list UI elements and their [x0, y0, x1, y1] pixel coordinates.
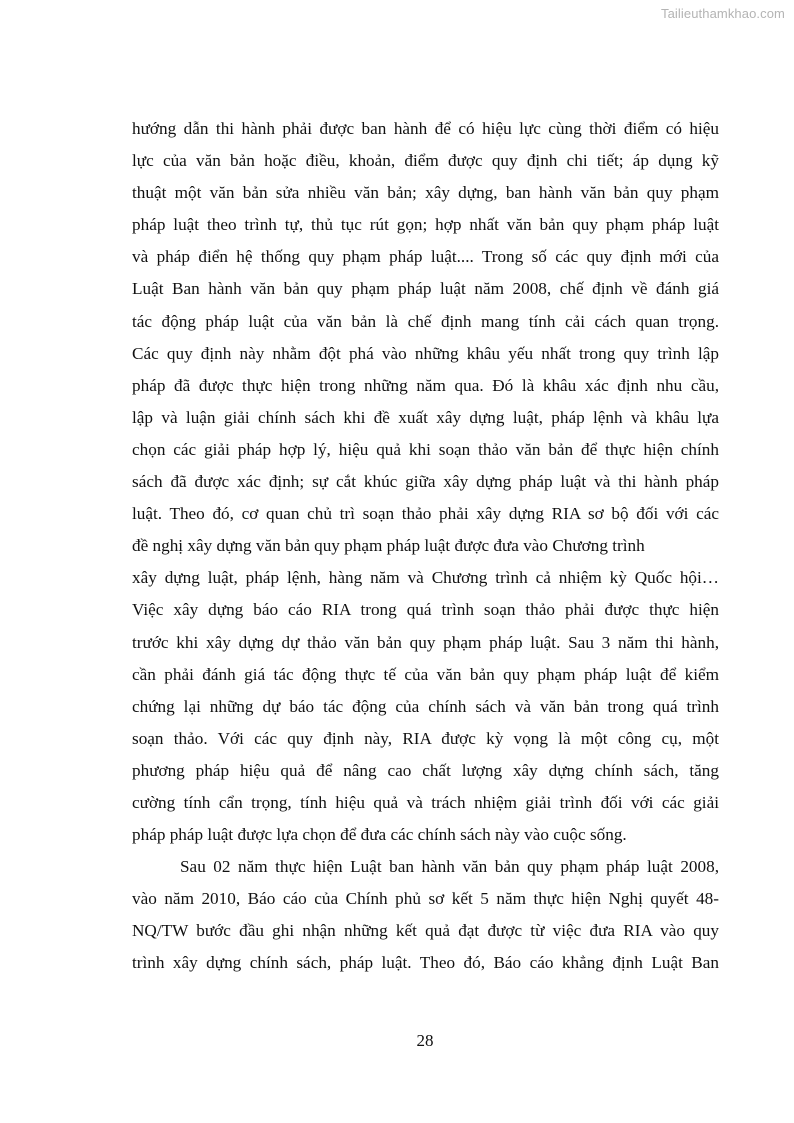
text-line: hướng dẫn thi hành phải được ban hành để có hiệu lực cùng thời điểm có hiệu — [132, 119, 719, 138]
text-line: tác động pháp luật của văn bản là chế định mang tính cải cách quan trọng. — [132, 311, 719, 331]
paragraph-2 — [132, 851, 719, 979]
text-line: pháp đã được thực hiện trong những năm qua. Đó là khâu xác định nhu cầu, — [132, 375, 719, 395]
text-line: pháp pháp luật được lựa chọn để đưa các chính sách này vào cuộc sống. — [132, 825, 627, 845]
text-line: lực của văn bản hoặc điều, khoản, điểm được quy định chi tiết; áp dụng kỹ — [132, 151, 719, 171]
text-line: xây dựng luật, pháp lệnh, hàng năm và Chương trình cả nhiệm kỳ Quốc hội… — [132, 568, 719, 588]
text-line: lập và luận giải chính sách khi đề xuất xây dựng luật, pháp lệnh và khâu lựa — [132, 407, 719, 427]
text-line: soạn thảo. Với các quy định này, RIA được kỳ vọng là một công cụ, một — [132, 728, 719, 748]
text-line: cường tính cẩn trọng, tính hiệu quả và trách nhiệm giải trình đối với các giải — [132, 792, 719, 812]
text-line: trình xây dựng chính sách, pháp luật. Theo đó, Báo cáo khẳng định Luật Ban — [132, 953, 719, 973]
text-line: luật. Theo đó, cơ quan chủ trì soạn thảo phải xây dựng RIA sơ bộ đối với các — [132, 504, 719, 524]
text-line: chứng lại những dự báo tác động của chính sách và văn bản trong quá trình — [132, 696, 719, 716]
text-line: vào năm 2010, Báo cáo của Chính phủ sơ kết 5 năm thực hiện Nghị quyết 48- — [132, 889, 719, 909]
text-line: Các quy định này nhằm đột phá vào những khâu yếu nhất trong quy trình lập — [132, 343, 719, 363]
text-line: Luật Ban hành văn bản quy phạm pháp luật năm 2008, chế định về đánh giá — [132, 279, 719, 299]
text-line: pháp luật theo trình tự, thủ tục rút gọn; hợp nhất văn bản quy phạm pháp luật — [132, 215, 719, 235]
text-line: đề nghị xây dựng văn bản quy phạm pháp luật được đưa vào Chương trình — [132, 536, 645, 556]
page-body — [132, 113, 719, 980]
text-line: và pháp điển hệ thống quy phạm pháp luật.... Trong số các quy định mới của — [132, 247, 719, 267]
page-number: 28 — [416, 1031, 434, 1050]
text-line: NQ/TW bước đầu ghi nhận những kết quả đạt được từ việc đưa RIA vào quy — [132, 921, 719, 941]
text-line: trước khi xây dựng dự thảo văn bản quy phạm pháp luật. Sau 3 năm thi hành, — [132, 632, 719, 652]
text-line: thuật một văn bản sửa nhiều văn bản; xây dựng, ban hành văn bản quy phạm — [132, 183, 719, 203]
text-line: Sau 02 năm thực hiện Luật ban hành văn bản quy phạm pháp luật 2008, — [180, 857, 719, 877]
watermark: Tailieuthamkhao.com — [660, 6, 785, 21]
paragraph-1 — [132, 113, 719, 851]
text-line: cần phải đánh giá tác động thực tế của văn bản quy phạm pháp luật để kiểm — [132, 664, 719, 684]
text-line: phương pháp hiệu quả để nâng cao chất lượng xây dựng chính sách, tăng — [132, 760, 719, 780]
text-line: chọn các giải pháp hợp lý, hiệu quả khi soạn thảo văn bản để thực hiện chính — [132, 439, 719, 459]
text-line: Việc xây dựng báo cáo RIA trong quá trình soạn thảo phải được thực hiện — [132, 600, 719, 620]
text-line: sách đã được xác định; sự cắt khúc giữa xây dựng pháp luật và thi hành pháp — [132, 472, 719, 492]
